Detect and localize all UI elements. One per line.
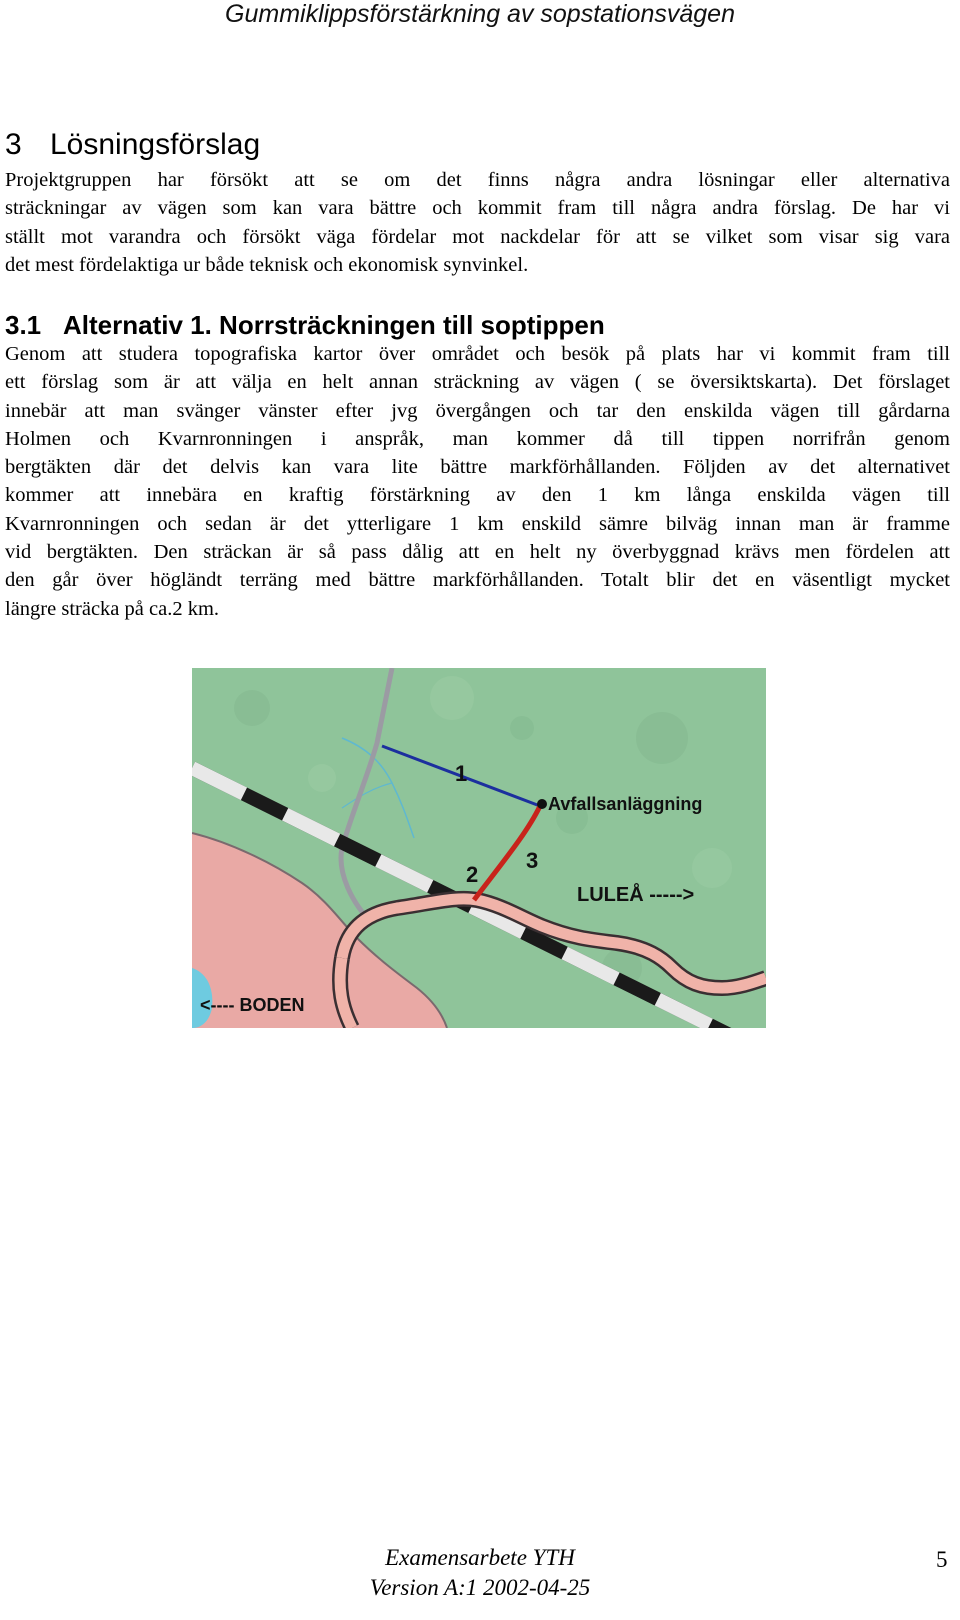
facility-label: Avfallsanläggning bbox=[548, 794, 703, 814]
subsection-number: 3.1 bbox=[5, 310, 42, 340]
section-number: 3 bbox=[5, 128, 22, 161]
lulea-direction-label: LULEÅ -----> bbox=[577, 884, 695, 906]
boden-direction-label: <---- BODEN bbox=[200, 995, 305, 1015]
footer bbox=[0, 1543, 960, 1603]
paragraph-line: kommer att innebära en kraftig förstärkning av den 1 km långa enskilda vägen till bbox=[5, 484, 950, 507]
paragraph-line: vid bergtäkten. Den sträckan är så pass dålig att en helt ny överbyggnad krävs men fördelen att bbox=[5, 541, 950, 564]
paragraph-line: bergtäkten där det delvis kan vara lite bättre markförhållanden. Följden av det alternativet bbox=[5, 456, 950, 479]
paragraph-line: längre sträcka på ca.2 km. bbox=[5, 597, 220, 620]
footer-line-2: Version A:1 2002-04-25 bbox=[369, 1575, 591, 1600]
body-paragraph bbox=[5, 340, 950, 623]
route-3-label: 3 bbox=[526, 848, 539, 873]
paragraph-line: det mest fördelaktiga ur både teknisk och ekonomisk synvinkel. bbox=[5, 253, 529, 276]
paragraph-line: ställt mot varandra och försökt väga fördelar mot nackdelar för att se vilket som visar sig vara bbox=[5, 225, 950, 248]
overview-map bbox=[192, 668, 766, 1028]
paragraph-line: den går över högländt terräng med bättre markförhållanden. Totalt blir det en väsentligt mycket bbox=[5, 569, 950, 592]
running-header: Gummiklippsförstärkning av sopstationsvägen bbox=[225, 0, 735, 28]
paragraph-line: Projektgruppen har försökt att se om det finns några andra lösningar eller alternativa bbox=[5, 169, 950, 191]
subsection-title: Alternativ 1. Norrsträckningen till soptippen bbox=[63, 310, 605, 340]
intro-paragraph bbox=[5, 166, 950, 279]
route-1-label: 1 bbox=[455, 761, 468, 786]
facility-marker bbox=[537, 799, 547, 809]
paragraph-line: ett förslag som är att välja en helt annan sträckning av vägen ( se översiktskarta). Det förslaget bbox=[5, 371, 950, 394]
subsection-heading bbox=[5, 309, 605, 341]
paragraph-line: Holmen och Kvarnronningen i anspråk, man kommer då till tippen norrifrån genom bbox=[5, 427, 950, 450]
paragraph-line: sträckningar av vägen som kan vara bättre och kommit fram till några andra förslag. De har vi bbox=[5, 197, 950, 220]
page-number: 5 bbox=[936, 1547, 948, 1572]
section-heading bbox=[5, 127, 260, 163]
route-2-label: 2 bbox=[466, 862, 479, 887]
footer-line-1: Examensarbete YTH bbox=[385, 1545, 575, 1570]
section-title: Lösningsförslag bbox=[50, 128, 261, 161]
paragraph-line: Kvarnronningen och sedan är det ytterligare 1 km enskild sämre bilväg innan man är framme bbox=[5, 512, 950, 535]
paragraph-line: innebär att man svänger vänster efter jvg övergången och tar den enskilda vägen till gårdarna bbox=[5, 399, 950, 422]
paragraph-line: Genom att studera topografiska kartor över området och besök på plats har vi kommit fram till bbox=[5, 343, 950, 365]
